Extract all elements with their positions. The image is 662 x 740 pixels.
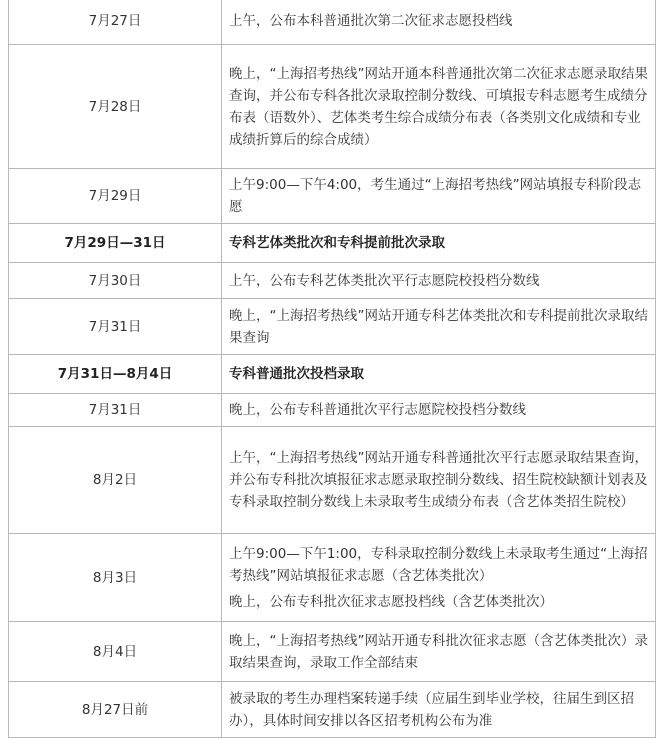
- event-cell: [222, 299, 656, 355]
- phase-header-row: [9, 355, 656, 394]
- event-text: 上午，公布专科艺体类批次平行志愿院校投档分数线: [229, 272, 540, 289]
- date-cell: 7月31日: [9, 394, 222, 427]
- table-row: [9, 299, 656, 355]
- event-text: 上午9:00—下午1:00，专科录取控制分数线上未录取考生通过“上海招考热线”网站填报征求志愿（含艺体类批次）: [229, 545, 648, 584]
- event-cell: [222, 45, 656, 169]
- event-text: 上午9:00—下午4:00，考生通过“上海招考热线”网站填报专科阶段志愿: [229, 177, 642, 215]
- date-cell: 8月2日: [9, 427, 222, 534]
- event-text: 上午，公布本科普通批次第二次征求志愿投档线: [229, 12, 513, 29]
- table-row: [9, 682, 656, 738]
- date-cell: 7月31日: [9, 299, 222, 355]
- event-cell: [222, 263, 656, 299]
- event-cell: [222, 534, 656, 622]
- date-cell: 7月27日: [9, 0, 222, 45]
- table-row: [9, 622, 656, 682]
- table-row: [9, 534, 656, 622]
- date-cell: 7月29日: [9, 169, 222, 224]
- date-cell: 8月3日: [9, 534, 222, 622]
- phase-title: 专科艺体类批次和专科提前批次录取: [229, 235, 445, 251]
- event-cell: [222, 427, 656, 534]
- event-text: 晚上，公布专科普通批次平行志愿院校投档分数线: [229, 402, 526, 418]
- event-cell: [222, 622, 656, 682]
- phase-date-cell: 7月29日—31日: [9, 224, 222, 263]
- event-text: 晚上，“上海招考热线”网站开通本科普通批次第二次征求志愿录取结果查询，并公布专科各批次录取控制分数线、可填报专科志愿考生成绩分布表（语数外）、艺体类考生综合成绩分布表（各类别文化成绩和专业成绩折算后的综合成绩）: [229, 65, 648, 148]
- table-row: [9, 427, 656, 534]
- event-text: 上午，“上海招考热线”网站开通专科普通批次平行志愿录取结果查询，并公布专科批次填报征求志愿录取控制分数线、招生院校缺额计划表及专科录取控制分数线上未录取考生成绩分布表（含艺体类招生院校）: [229, 450, 648, 510]
- phase-title-cell: [222, 355, 656, 394]
- phase-header-row: [9, 224, 656, 263]
- table-row: [9, 45, 656, 169]
- date-cell: 7月30日: [9, 263, 222, 299]
- event-text: 被录取的考生办理档案转递手续（应届生到毕业学校，往届生到区招办），具体时间安排以各区招考机构公布为准: [229, 690, 634, 729]
- event-text: 晚上，公布专科批次征求志愿投档线（含艺体类批次）: [229, 593, 553, 610]
- phase-title-cell: [222, 224, 656, 263]
- admission-schedule-table: [8, 0, 656, 738]
- event-text: 晚上，“上海招考热线”网站开通专科艺体类批次和专科提前批次录取结果查询: [229, 307, 648, 346]
- phase-date-cell: 7月31日—8月4日: [9, 355, 222, 394]
- date-cell: 7月28日: [9, 45, 222, 169]
- table-row: [9, 263, 656, 299]
- date-cell: 8月4日: [9, 622, 222, 682]
- date-cell: 8月27日前: [9, 682, 222, 738]
- table-row: [9, 169, 656, 224]
- table-row: [9, 0, 656, 45]
- event-cell: [222, 682, 656, 738]
- event-cell: [222, 0, 656, 45]
- event-cell: [222, 169, 656, 224]
- phase-title: 专科普通批次投档录取: [229, 366, 364, 382]
- event-text: 晚上，“上海招考热线”网站开通专科批次征求志愿（含艺体类批次）录取结果查询，录取工作全部结束: [229, 632, 648, 671]
- event-cell: [222, 394, 656, 427]
- table-row: [9, 394, 656, 427]
